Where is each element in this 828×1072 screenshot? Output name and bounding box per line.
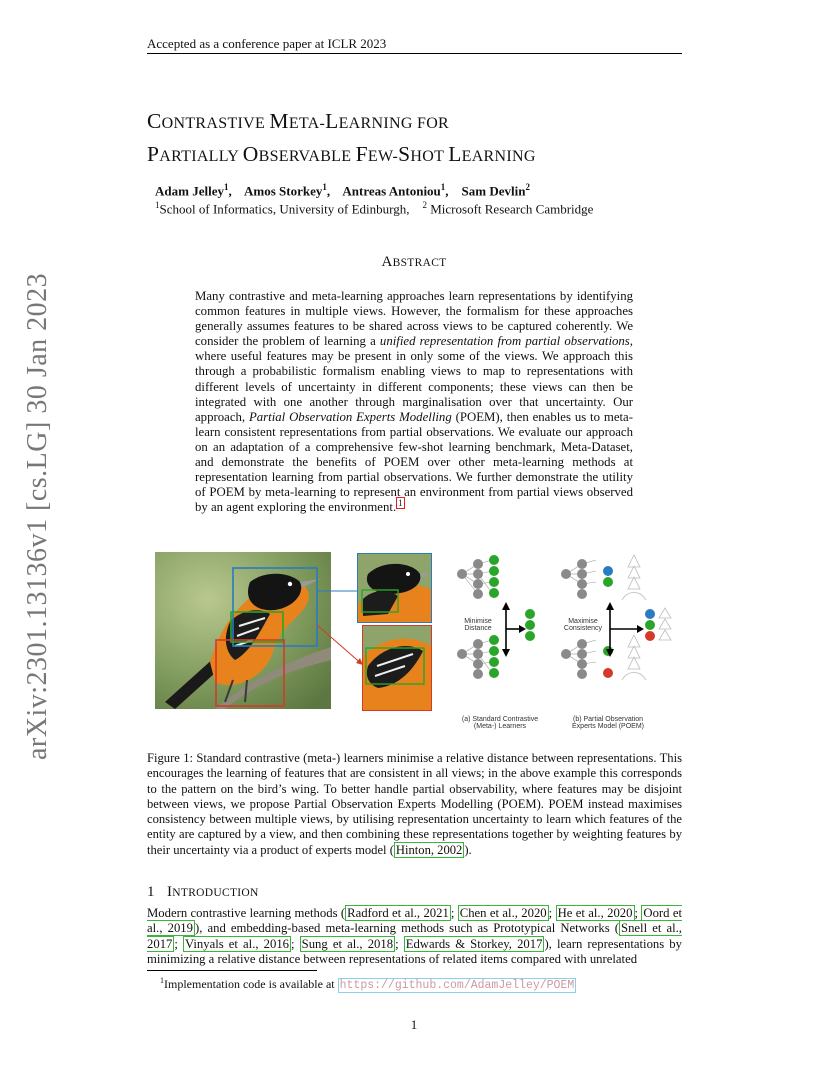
bird-crop-view-2 — [362, 625, 432, 711]
subfigure-caption-a: (a) Standard Contrastive (Meta-) Learners — [461, 716, 539, 730]
introduction-text: Modern contrastive learning methods ( Radford et al., 2021 ; Chen et al., 2020 ; He et al., 2020 ; Oord et al., 2019 ), and embedding-based meta-learning methods such as Prototypical Networks ( Snell et al., 2017 ; Vinyals et al., 2016 ; Sung et al., 2018 ; Edwards & Storkey, 2017 ), learn representations by minimizing a relative distance between representations of related items compared with unrelated — [147, 906, 683, 966]
author-name: Antreas Antoniou — [342, 183, 441, 199]
github-link[interactable]: https://github.com/AdamJelley/POEM — [339, 979, 575, 992]
title-line-2: PARTIALLY OBSERVABLE FEW-SHOT LEARNING — [147, 142, 536, 166]
abstract-heading: ABSTRACT — [381, 254, 447, 270]
header-rule — [147, 53, 682, 54]
citation-link[interactable]: Sung et al., 2018 — [301, 936, 394, 951]
abstract-text: Many contrastive and meta-learning approaches learn representations by identifying common features in multiple views. However, the formalism for these approaches generally assumes features to be shared across views to be captured coherently. We consider the problem of learning a unified representation from partial observations, where useful features may be present in only some of the views. We approach this through a probabilistic formalism enabling views to map to representations with different levels of uncertainty in different components; these views can then be integrated with one another through marginalisation over that uncertainty. Our approach, Partial Observation Experts Modelling (POEM), then enables us to meta-learn consistent representations from partial observations. We evaluate our approach on an adaptation of a comprehensive few-shot learning benchmark, Meta-Dataset, and demonstrate the benefits of POEM over other meta-learning methods at representation learning from partial observations. We further demonstrate the utility of POEM by meta-learning to represent an environment from partial views observed by an agent exploring the environment. $^1$ — [195, 289, 633, 515]
label-maximise-consistency: Maximise Consistency — [563, 618, 603, 632]
citation-link[interactable]: Hinton, 2002 — [395, 842, 463, 857]
bird-photo — [155, 552, 331, 709]
citation-link[interactable]: Edwards & Storkey, 2017 — [405, 936, 543, 951]
bird-crop-view-1 — [357, 553, 432, 623]
paper-title — [147, 106, 536, 172]
affiliations: $^1$School of Informatics, University of Edinburgh, $^2$ Microsoft Research Cambridge — [155, 200, 594, 217]
label-minimise-distance: Minimise Distance — [464, 618, 492, 632]
citation-link[interactable]: Oord et al., 2019 — [147, 906, 683, 936]
arxiv-stamp: arXiv:2301.13136v1 [cs.LG] 30 Jan 2023 — [22, 272, 53, 760]
citation-link[interactable]: Chen et al., 2020 — [459, 906, 547, 920]
page-number: 1 — [410, 1017, 418, 1032]
citation-link[interactable]: He et al., 2020 — [557, 906, 633, 920]
subfigure-caption-b: (b) Partial Observation Experts Model (POEM) — [572, 716, 644, 730]
footnote-rule — [147, 970, 317, 971]
citation-link[interactable]: Snell et al., 2017 — [147, 921, 682, 951]
footnote-link[interactable]: 1 — [398, 498, 403, 509]
citation-link[interactable]: Radford et al., 2021 — [347, 906, 449, 920]
footnote: $^1$Implementation code is available at https://github.com/AdamJelley/POEM — [160, 976, 575, 992]
author-list: Adam Jelley$^1$, Amos Storkey$^1$, Antreas Antoniou$^1$, Sam Devlin$^2$ — [155, 182, 530, 199]
author-name: Amos Storkey — [244, 183, 323, 199]
citation-link[interactable]: Vinyals et al., 2016 — [185, 936, 290, 951]
title-line-1: CONTRASTIVE META-LEARNING FOR — [147, 109, 450, 133]
running-header: Accepted as a conference paper at ICLR 2023 — [147, 36, 387, 51]
figure-caption: Figure 1: Standard contrastive (meta-) learners minimise a relative distance between representations. This encourages the learning of features that are consistent in all views; in the above example this corresponds to the pattern on the bird’s wing. To better handle partial observability, where features may be disjoint between views, we propose Partial Observation Experts Modelling (POEM). POEM instead maximises consistency between multiple views, by utilising representation uncertainty to learn which features of the entity are captured by a view, and then combining these representations together by weighting features by their uncertainty via a product of experts model ( Hinton, 2002 ). — [147, 751, 682, 857]
author-name: Adam Jelley — [155, 183, 224, 199]
section-heading-introduction: 1 INTRODUCTION — [147, 884, 259, 900]
author-name: Sam Devlin — [461, 183, 526, 199]
